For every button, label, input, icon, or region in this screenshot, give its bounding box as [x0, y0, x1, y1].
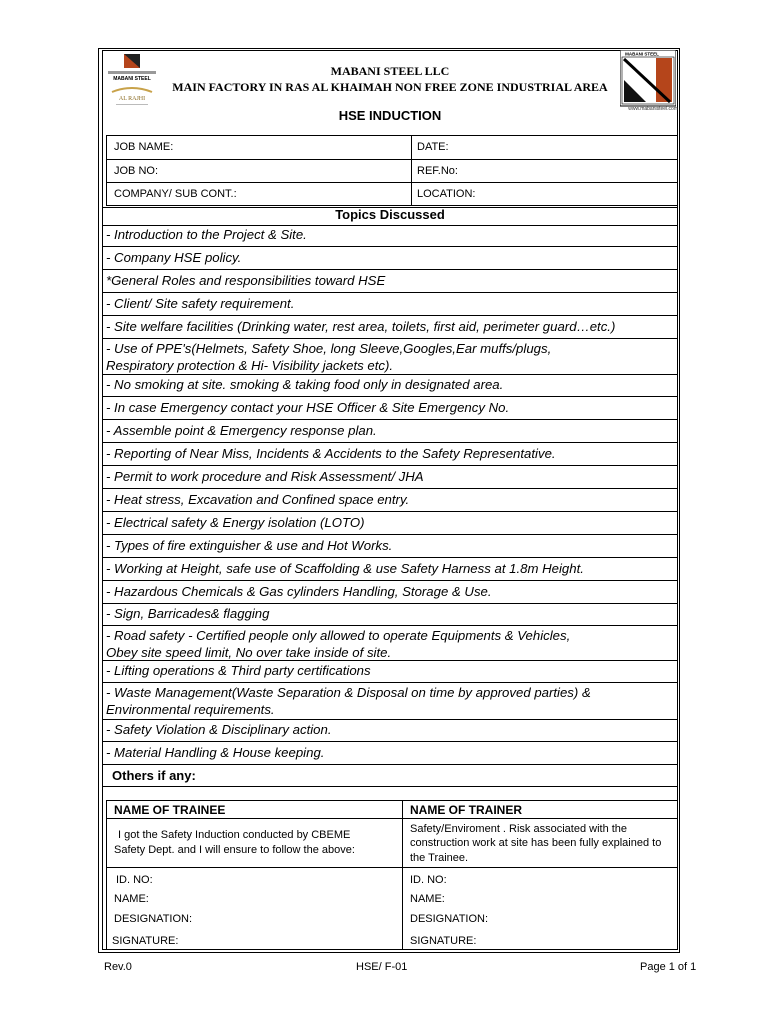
rule	[102, 786, 678, 787]
rule	[106, 800, 678, 801]
form-title: HSE INDUCTION	[338, 108, 442, 123]
topic-divider	[102, 465, 678, 466]
topic-item: - Company HSE policy.	[106, 250, 242, 265]
trainee-name-field[interactable]: NAME:	[114, 893, 149, 905]
rule	[106, 818, 678, 819]
topic-divider	[102, 682, 678, 683]
topic-item: - Working at Height, safe use of Scaffolding & use Safety Harness at 1.8m Height.	[106, 561, 584, 576]
topic-item: - Site welfare facilities (Drinking water, rest area, toilets, first aid, perimeter guard…etc.)	[106, 319, 616, 334]
left-logo-text-bottom: AL RAJHI	[118, 96, 146, 102]
topic-divider	[102, 625, 678, 626]
topic-item: - Lifting operations & Third party certifications	[106, 663, 371, 678]
company-field[interactable]: COMPANY/ SUB CONT.:	[114, 188, 237, 200]
company-name: MABANI STEEL LLC	[330, 64, 450, 78]
topic-divider	[102, 419, 678, 420]
trainee-designation-field[interactable]: DESIGNATION:	[114, 913, 193, 925]
rule	[106, 159, 678, 160]
topic-divider	[102, 338, 678, 339]
topics-heading: Topics Discussed	[335, 207, 445, 222]
topic-divider	[102, 764, 678, 765]
trainee-statement-line-2: Safety Dept. and I will ensure to follow the above:	[114, 844, 355, 856]
topic-item-continued: Environmental requirements.	[106, 702, 275, 717]
topic-divider	[102, 603, 678, 604]
topic-item: - Use of PPE's(Helmets, Safety Shoe, long Sleeve,Googles,Ear muffs/plugs,	[106, 341, 552, 356]
topic-divider	[102, 442, 678, 443]
topic-item: - Types of fire extinguisher & use and Hot Works.	[106, 538, 393, 553]
topic-divider	[102, 292, 678, 293]
topic-item: *General Roles and responsibilities toward HSE	[106, 273, 386, 288]
footer-form-code: HSE/ F-01	[356, 961, 408, 973]
topic-item: - Road safety - Certified people only allowed to operate Equipments & Vehicles,	[106, 628, 571, 643]
topic-item: - Safety Violation & Disciplinary action.	[106, 722, 332, 737]
rule	[106, 867, 678, 868]
topic-divider	[102, 269, 678, 270]
left-logo-text-top: MABANI STEEL	[113, 76, 151, 82]
topic-item: - Reporting of Near Miss, Incidents & Accidents to the Safety Representative.	[106, 446, 556, 461]
topic-divider	[102, 741, 678, 742]
topic-item: - Waste Management(Waste Separation & Disposal on time by approved parties) &	[106, 685, 591, 700]
topic-divider	[102, 315, 678, 316]
trainee-heading: NAME OF TRAINEE	[114, 803, 226, 817]
trainer-statement-line-1: Safety/Enviroment . Risk associated with the	[410, 823, 628, 835]
topic-item: - Sign, Barricades& flagging	[106, 606, 270, 621]
job-no-field[interactable]: JOB NO:	[114, 165, 159, 177]
trainee-id-field[interactable]: ID. NO:	[116, 874, 153, 886]
trainer-statement-line-2: construction work at site has been fully explained to	[410, 837, 662, 849]
topic-item-continued: Respiratory protection & Hi- Visibility jackets etc).	[106, 358, 394, 373]
location-field[interactable]: LOCATION:	[417, 188, 476, 200]
trainer-designation-field[interactable]: DESIGNATION:	[410, 913, 489, 925]
rule	[106, 135, 678, 136]
trainer-id-field[interactable]: ID. NO:	[410, 874, 447, 886]
topic-item: - Heat stress, Excavation and Confined space entry.	[106, 492, 410, 507]
rule	[106, 135, 107, 205]
trainee-signature-field[interactable]: SIGNATURE:	[112, 935, 179, 947]
topic-item: - Permit to work procedure and Risk Assessment/ JHA	[106, 469, 424, 484]
mabani-steel-logo-icon	[620, 50, 676, 114]
job-name-field[interactable]: JOB NAME:	[114, 141, 174, 153]
topic-divider	[102, 246, 678, 247]
trainer-heading: NAME OF TRAINER	[410, 803, 522, 817]
rule	[402, 800, 403, 950]
trainer-name-field[interactable]: NAME:	[410, 893, 445, 905]
company-website: www.mabanisteel.com	[628, 106, 678, 112]
topic-divider	[102, 557, 678, 558]
rule	[106, 800, 107, 950]
trainer-statement-line-3: the Trainee.	[410, 852, 469, 864]
topic-item: - Hazardous Chemicals & Gas cylinders Handling, Storage & Use.	[106, 584, 492, 599]
footer-revision: Rev.0	[104, 961, 132, 973]
topic-item: - Assemble point & Emergency response plan.	[106, 423, 377, 438]
mabani-alrajhi-logo	[104, 52, 160, 112]
topic-item: - In case Emergency contact your HSE Officer & Site Emergency No.	[106, 400, 510, 415]
topic-item-continued: Obey site speed limit, No over take inside of site.	[106, 645, 392, 660]
ref-no-field[interactable]: REF.No:	[417, 165, 458, 177]
topic-item: - Electrical safety & Energy isolation (LOTO)	[106, 515, 365, 530]
topic-divider	[102, 374, 678, 375]
right-logo-text: MABANI STEEL	[625, 51, 659, 57]
topic-item: - Material Handling & House keeping.	[106, 745, 325, 760]
rule	[106, 182, 678, 183]
topic-divider	[102, 580, 678, 581]
mabani-steel-logo	[620, 50, 676, 114]
topic-divider	[102, 660, 678, 661]
rule	[411, 135, 412, 205]
trainee-statement-line-1: I got the Safety Induction conducted by CBEME	[118, 829, 351, 841]
footer-page-number: Page 1 of 1	[640, 961, 697, 973]
factory-location: MAIN FACTORY IN RAS AL KHAIMAH NON FREE ZONE INDUSTRIAL AREA	[172, 80, 608, 94]
topic-divider	[102, 534, 678, 535]
topic-item: - Introduction to the Project & Site.	[106, 227, 307, 242]
topic-item: - No smoking at site. smoking & taking food only in designated area.	[106, 377, 504, 392]
topic-divider	[102, 488, 678, 489]
topic-divider	[102, 225, 678, 226]
others-label: Others if any:	[112, 768, 196, 783]
topic-divider	[102, 511, 678, 512]
topic-divider	[102, 396, 678, 397]
rule	[106, 205, 678, 206]
trainer-signature-field[interactable]: SIGNATURE:	[410, 935, 477, 947]
topic-divider	[102, 719, 678, 720]
date-field[interactable]: DATE:	[417, 141, 449, 153]
topic-item: - Client/ Site safety requirement.	[106, 296, 295, 311]
company-logo-icon	[104, 52, 160, 112]
